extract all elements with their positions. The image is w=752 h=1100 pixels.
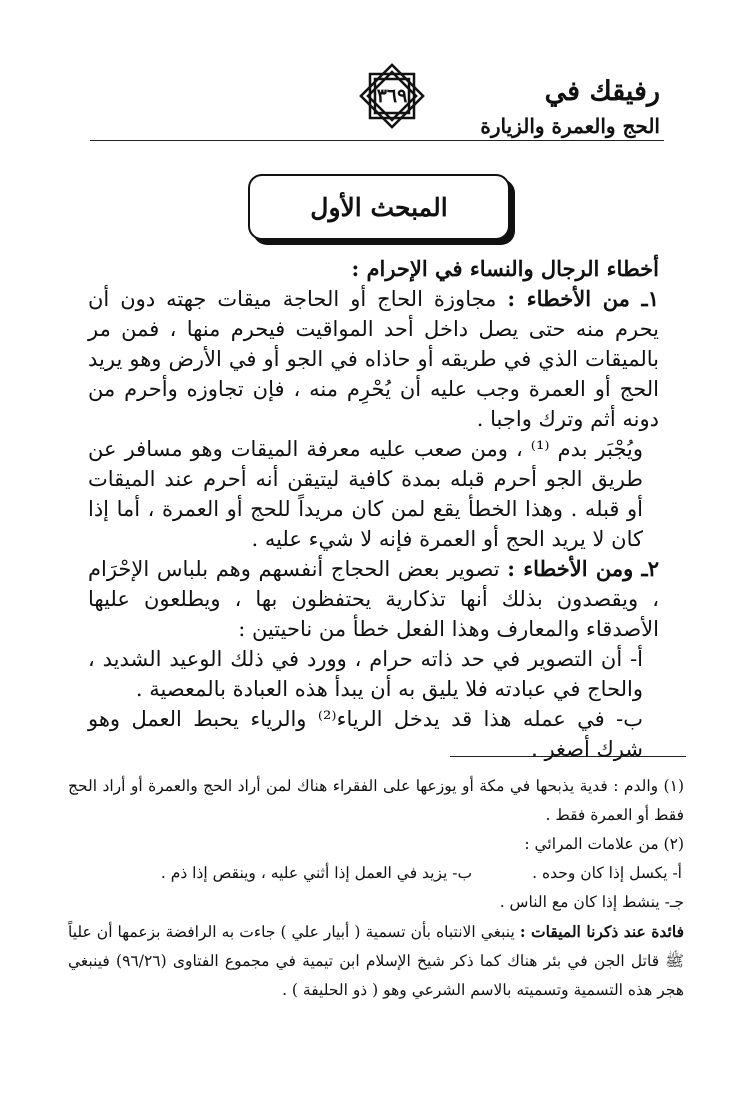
- paragraph-1-text: مجاوزة الحاج أو الحاجة ميقات جهته دون أن يحرم منه حتى يصل داخل أحد المواقيت فيحرم منها ، فمن مر بالميقات الذي في طريقه أو حاذاه في الجو أو في الأرض وهو يريد الحج أو العمرة وجب عليه أن يُحْرِم منه ، فإن تجاوزه وأحرم من دونه أثم وترك واجبا .: [88, 287, 659, 431]
- benefit-note-text: ينبغي الانتباه بأن تسمية ( أبيار علي ) جاءت به الرافضة بزعمها أن علياً ﷺ قاتل الجن في بئر هناك كما ذكر شيخ الإسلام ابن تيمية في مجموع الفتاوى (٩٦/٢٦) فينبغي هجر هذه التسمية وتسميته بالاسم الشرعي وهو ( ذو الحليفة ) .: [68, 923, 685, 999]
- page-number: ٣٦٩: [376, 85, 408, 107]
- footnote-1: (١) والدم : فدية يذبحها في مكة أو يوزعها على الفقراء هناك لمن أراد الحج والعمرة أو أراد الحج فقط أو العمرة فقط .: [68, 777, 684, 824]
- footnote-2-item-a: أ- يكسل إذا كان وحده .: [532, 864, 682, 882]
- section-heading: أخطاء الرجال والنساء في الإحرام :: [351, 256, 659, 281]
- paragraph-3-label: ٢ـ ومن الأخطاء :: [507, 556, 659, 581]
- paragraph-4: أ- أن التصوير في حد ذاته حرام ، وورد في ذلك الوعيد الشديد ، والحاج في عبادته فلا يليق به أن يبدأ هذه العبادة بالمعصية .: [88, 647, 643, 701]
- main-text: [88, 254, 659, 764]
- book-title: رفيقك في: [544, 76, 660, 107]
- benefit-note-label: فائدة عند ذكرنا الميقات :: [519, 922, 684, 941]
- paragraph-1-label: ١ـ من الأخطاء :: [507, 286, 659, 311]
- paragraph-2: ويُجْبَر بدم ⁽¹⁾ ، ومن صعب عليه معرفة الميقات وهو مسافر عن طريق الجو أحرم قبله بمدة كافية ليتيقن أنه أحرم عند الميقات أو قبله . وهذا الخطأ يقع لمن كان مريداً للحج أو العمرة ، أما إذا كان لا يريد الحج أو العمرة فإنه لا شيء عليه .: [88, 437, 644, 551]
- footnote-2-items: [68, 859, 684, 888]
- header-divider: [90, 140, 664, 141]
- footnote-2: (٢) من علامات المرائي :: [524, 835, 684, 853]
- section-title: المبحث الأول: [310, 192, 448, 222]
- book-subtitle: الحج والعمرة والزيارة: [480, 114, 660, 138]
- benefit-note: [68, 917, 684, 1005]
- section-title-box: [248, 174, 510, 240]
- paragraph-5: ب- في عمله هذا قد يدخل الرياء⁽²⁾ والرياء يحبط العمل وهو شرك أصغر .: [88, 707, 643, 761]
- paragraph-1: [88, 284, 659, 434]
- footnote-divider: [450, 756, 686, 757]
- footnotes: [68, 772, 684, 1005]
- footnote-2-item-c: جـ- ينشط إذا كان مع الناس .: [499, 893, 684, 911]
- paragraph-3: [88, 554, 659, 644]
- paragraph-3-text: تصوير بعض الحجاج أنفسهم وهم بلباس الإحْرَام ، ويقصدون بذلك أنها تذكارية يحتفظون بها ، ويطلعون عليها الأصدقاء والمعارف وهذا الفعل خطأ من ناحيتين :: [88, 557, 659, 641]
- footnote-2-item-b: ب- يزيد في العمل إذا أثني عليه ، وينقص إذا ذم .: [160, 864, 473, 882]
